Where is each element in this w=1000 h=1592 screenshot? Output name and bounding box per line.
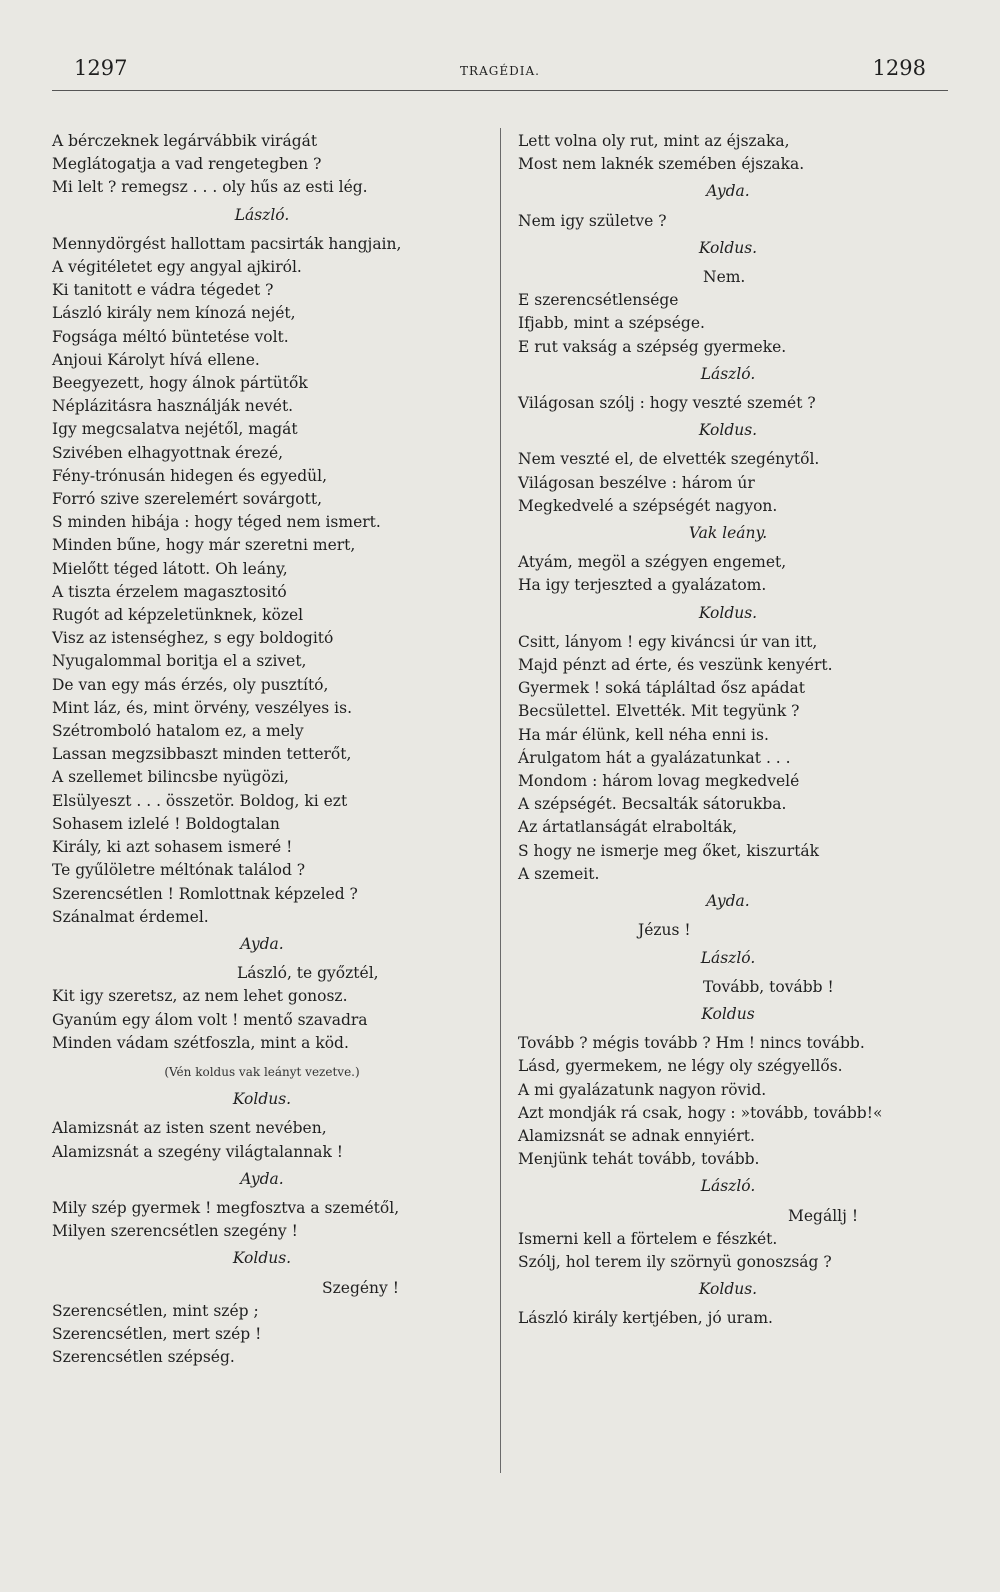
verse-line: A mi gyalázatunk nagyon rövid. xyxy=(518,1080,767,1099)
verse-line: Nem igy születve ? xyxy=(518,211,667,230)
verse-line: Beegyezett, hogy álnok pártütők xyxy=(52,374,308,393)
verse-line: László király kertjében, jó uram. xyxy=(518,1309,773,1328)
verse-line: Szétromboló hatalom ez, a mely xyxy=(52,722,304,741)
verse-line: Szánalmat érdemel. xyxy=(52,907,209,926)
verse-line: Szerencsétlen, mint szép ; xyxy=(52,1301,259,1320)
verse-line: Igy megcsalatva nejétől, magát xyxy=(52,420,298,439)
verse-line: Király, ki azt sohasem ismeré ! xyxy=(52,838,293,857)
verse-line: Alamizsnát a szegény világtalannak ! xyxy=(52,1142,344,1161)
verse-line: A végitéletet egy angyal ajkiról. xyxy=(52,258,302,277)
verse-line: Becsülettel. Elvették. Mit tegyünk ? xyxy=(518,702,800,721)
speaker-name: Koldus. xyxy=(698,238,758,257)
verse-line: Szerencsétlen, mert szép ! xyxy=(52,1324,262,1343)
verse-line: De van egy más érzés, oly pusztító, xyxy=(52,675,329,694)
verse-line: Megkedvelé a szépségét nagyon. xyxy=(518,496,778,515)
speaker-name: Koldus. xyxy=(232,1090,292,1109)
verse-line: Anjoui Károlyt hívá ellene. xyxy=(52,350,260,369)
verse-line: Lett volna oly rut, mint az éjszaka, xyxy=(518,132,790,150)
verse-line: Szerencsétlen ! Romlottnak képzeled ? xyxy=(52,884,358,903)
verse-line: László, te győztél, xyxy=(237,964,379,983)
verse-line: Nyugalommal boritja el a szivet, xyxy=(52,652,307,671)
verse-line: Alamizsnát se adnak ennyiért. xyxy=(518,1126,755,1145)
verse-line: Meglátogatja a vad rengetegben ? xyxy=(52,155,322,174)
speaker-name: Ayda. xyxy=(240,1169,284,1188)
stage-direction: (Vén koldus vak leányt vezetve.) xyxy=(164,1064,360,1079)
verse-line: S minden hibája : hogy téged nem ismert. xyxy=(52,513,381,532)
verse-line: A bérczeknek legárvábbik virágát xyxy=(52,132,318,150)
verse-line: Mennydörgést hallottam pacsirták hangjain, xyxy=(52,234,402,253)
verse-line: A szellemet bilincsbe nyügözi, xyxy=(52,768,289,787)
speaker-name: Ayda. xyxy=(240,934,284,953)
verse-line: Rugót ad képzeletünknek, közel xyxy=(52,606,304,625)
verse-line: Az ártatlanságát elrabolták, xyxy=(518,818,738,837)
verse-block xyxy=(518,448,938,518)
verse-line: Árulgatom hát a gyalázatunkat . . . xyxy=(518,748,791,767)
page-header xyxy=(74,56,926,86)
verse-block xyxy=(518,1307,938,1330)
verse-line: Világosan beszélve : három úr xyxy=(518,473,755,492)
verse-line: Csitt, lányom ! egy kiváncsi úr van itt, xyxy=(518,632,818,651)
verse-line: László király nem kínozá nejét, xyxy=(52,304,296,323)
running-title: TRAGÉDIA. xyxy=(460,64,540,78)
verse-line: Te gyűlöletre méltónak találod ? xyxy=(52,861,306,880)
speaker-name: László. xyxy=(700,1177,756,1196)
verse-block xyxy=(518,1228,938,1274)
verse-line: Ha már élünk, kell néha enni is. xyxy=(518,725,769,744)
speaker-name: Koldus. xyxy=(698,1280,758,1299)
verse-line: Atyám, megöl a szégyen engemet, xyxy=(518,553,787,572)
verse-line: A szemeit. xyxy=(518,864,600,883)
verse-line: Mondom : három lovag megkedvelé xyxy=(518,772,800,791)
verse-line: Szólj, hol terem ily szörnyü gonoszság ? xyxy=(518,1252,832,1271)
speaker-name: Koldus. xyxy=(232,1249,292,1268)
verse-line: Ismerni kell a förtelem e fészkét. xyxy=(518,1229,778,1248)
verse-line: E szerencsétlensége xyxy=(518,291,679,310)
verse-line: Lassan megzsibbaszt minden tetterőt, xyxy=(52,745,352,764)
verse-line: Mint láz, és, mint örvény, veszélyes is. xyxy=(52,698,352,717)
verse-line: Mielőtt téged látott. Oh leány, xyxy=(52,559,288,578)
right-page-number: 1298 xyxy=(872,56,926,80)
verse-line: Tovább ? mégis tovább ? Hm ! nincs tovább. xyxy=(518,1034,865,1053)
verse-line: Alamizsnát az isten szent nevében, xyxy=(52,1119,327,1138)
verse-block xyxy=(52,1197,472,1243)
verse-line: A szépségét. Becsalták sátorukba. xyxy=(518,795,787,814)
verse-line: Sohasem izlelé ! Boldogtalan xyxy=(52,814,280,833)
verse-line: Most nem laknék szemében éjszaka. xyxy=(518,155,805,174)
speaker-name: László. xyxy=(700,364,756,383)
verse-line: Visz az istenséghez, s egy boldogitó xyxy=(52,629,334,648)
verse-line: Majd pénzt ad érte, és veszünk kenyért. xyxy=(518,656,833,675)
verse-line: Szivében elhagyottnak érezé, xyxy=(52,443,284,462)
left-page-number: 1297 xyxy=(74,56,128,80)
verse-block xyxy=(518,631,938,886)
verse-line: Fény-trónusán hidegen és egyedül, xyxy=(52,466,328,485)
verse-line: Néplázitásra használják nevét. xyxy=(52,397,294,416)
verse-line: Mily szép gyermek ! megfosztva a szemétől, xyxy=(52,1198,400,1217)
verse-line: E rut vakság a szépség gyermeke. xyxy=(518,337,787,356)
verse-line: Mi lelt ? remegsz . . . oly hűs az esti lég. xyxy=(52,178,368,197)
verse-line: A tiszta érzelem magasztositó xyxy=(52,582,287,601)
verse-block xyxy=(52,985,472,1055)
verse-line: Menjünk tehát tovább, tovább. xyxy=(518,1150,760,1169)
verse-line: Lásd, gyermekem, ne légy oly szégyellős. xyxy=(518,1057,843,1076)
verse-block xyxy=(52,1117,472,1163)
left-column xyxy=(52,130,472,1369)
verse-line: Milyen szerencsétlen szegény ! xyxy=(52,1222,298,1241)
verse-line: Nem. xyxy=(703,268,746,287)
verse-line: Ki tanitott e vádra tégedet ? xyxy=(52,281,274,300)
speaker-name: Koldus. xyxy=(698,421,758,440)
verse-line: Jézus ! xyxy=(638,921,691,940)
speaker-name: László. xyxy=(700,948,756,967)
verse-line: Fogsága méltó büntetése volt. xyxy=(52,327,289,346)
verse-line: Szerencsétlen szépség. xyxy=(52,1348,235,1367)
verse-line: Forró szive szerelemért sovárgott, xyxy=(52,490,323,509)
verse-block xyxy=(52,130,472,200)
speaker-name: Ayda. xyxy=(706,182,750,201)
verse-line: Nem veszté el, de elvették szegénytől. xyxy=(518,450,820,469)
verse-line: Azt mondják rá csak, hogy : »tovább, tovább!« xyxy=(518,1103,883,1122)
speaker-name: László. xyxy=(234,205,290,224)
verse-line: Gyanúm egy álom volt ! mentő szavadra xyxy=(52,1010,368,1029)
verse-block xyxy=(52,233,472,929)
verse-line: S hogy ne ismerje meg őket, kiszurták xyxy=(518,841,820,860)
column-divider xyxy=(500,128,501,1473)
verse-block xyxy=(518,210,938,233)
verse-line: Ha igy terjeszted a gyalázatom. xyxy=(518,576,767,595)
verse-block xyxy=(52,1300,472,1370)
verse-line: Világosan szólj : hogy veszté szemét ? xyxy=(518,394,816,413)
header-rule xyxy=(52,90,948,91)
verse-line: Tovább, tovább ! xyxy=(703,977,834,996)
speaker-name: Ayda. xyxy=(706,892,750,911)
speaker-name: Koldus. xyxy=(698,603,758,622)
verse-line: Elsülyeszt . . . összetör. Boldog, ki ezt xyxy=(52,791,348,810)
speaker-name: Vak leány. xyxy=(688,524,768,543)
verse-line: Ifjabb, mint a szépsége. xyxy=(518,314,705,333)
verse-line: Minden vádam szétfoszla, mint a köd. xyxy=(52,1033,349,1052)
verse-block xyxy=(518,551,938,597)
verse-line: Szegény ! xyxy=(322,1278,399,1297)
right-column xyxy=(518,130,938,1331)
verse-line: Gyermek ! soká tápláltad ősz apádat xyxy=(518,679,805,698)
verse-line: Minden bűne, hogy már szeretni mert, xyxy=(52,536,356,555)
verse-line: Kit igy szeretsz, az nem lehet gonosz. xyxy=(52,987,348,1006)
verse-block xyxy=(518,392,938,415)
verse-block xyxy=(518,1032,938,1171)
verse-line: Megállj ! xyxy=(788,1206,859,1225)
verse-block xyxy=(518,289,938,359)
speaker-name: Koldus xyxy=(701,1004,755,1023)
verse-block xyxy=(518,130,938,176)
